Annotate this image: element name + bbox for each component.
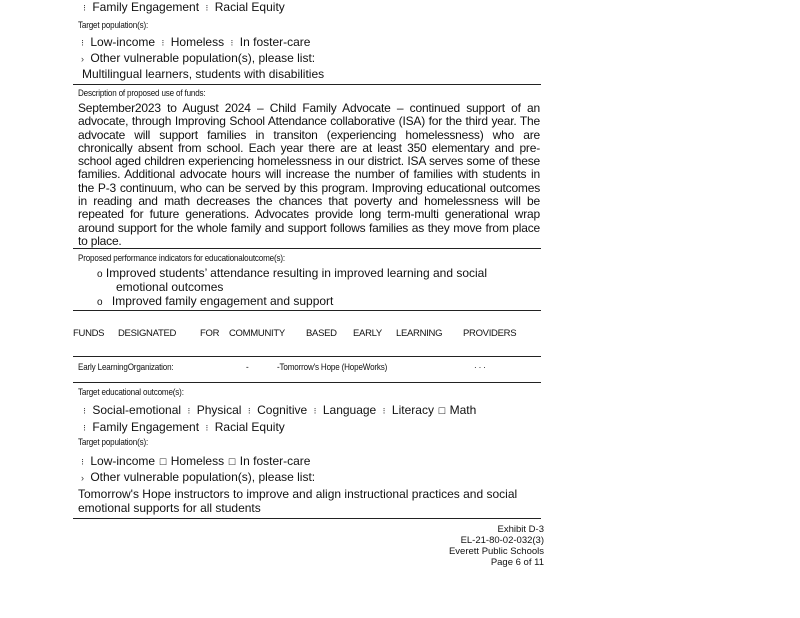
checkbox-icon: ⁝ — [83, 423, 86, 433]
checkbox-icon: ⁝ — [83, 3, 86, 13]
checkbox-icon: ☐ — [158, 457, 167, 467]
other-population-row — [78, 470, 315, 484]
population-row — [78, 454, 310, 468]
other-population-row — [78, 51, 315, 65]
racial-equity-label: Racial Equity — [214, 420, 285, 434]
racial-equity-label: Racial Equity — [214, 0, 285, 14]
checkbox-icon: ⁝ — [161, 38, 165, 48]
org-ellipsis: · · · — [474, 362, 486, 373]
heading-word: LEARNING — [396, 328, 443, 339]
exhibit-label: Exhibit D-3 — [497, 524, 544, 535]
indicator-2-text: Improved family engagement and support — [111, 294, 334, 308]
checkbox-icon: ⁝ — [187, 406, 191, 416]
divider — [73, 310, 541, 311]
indicator-2 — [97, 294, 333, 308]
org-dash: - — [246, 362, 249, 373]
divider — [73, 84, 541, 85]
heading-word: BASED — [306, 328, 337, 339]
language-label: Language — [322, 403, 377, 417]
checkbox-icon: ⁝ — [205, 3, 209, 13]
family-engagement-label: Family Engagement — [92, 0, 200, 14]
checkbox-icon: ⁝ — [230, 38, 234, 48]
description-text: September2023 to August 2024 – Child Family Advocate – continued support of an advocate, through Improving School Attendance collaborative (ISA) for the third year. The advocate will support families in transiton (experiencing homelessness) who are chronically absent from school. Each year there are at least 350 elementary and pre-school aged children experiencing homelessness in our district. ISA serves some of these families. Additional advocate hours will increase the number of families with students in the P-3 continuum, who can be served by this program. Improving educational outcomes in reading and math decreases the chances that poverty and homelessness will be repeated for future generations. Advocates provide long term-multi generational wrap around support for the whole family and support follows families as they move from place to place. — [78, 101, 540, 248]
heading-word: PROVIDERS — [463, 328, 517, 339]
other-population-value: Multilingual learners, students with disabilities — [82, 67, 325, 81]
literacy-label: Literacy — [391, 403, 434, 417]
focus-row-top — [80, 0, 285, 14]
physical-label: Physical — [196, 403, 242, 417]
population-row — [78, 35, 310, 49]
document-code: EL-21-80-02-032(3) — [460, 535, 544, 546]
checkbox-icon: ⁝ — [382, 406, 386, 416]
math-label: Math — [449, 403, 477, 417]
family-engagement-label: Family Engagement — [92, 420, 200, 434]
social-emotional-label: Social-emotional — [92, 403, 182, 417]
indicators-label: Proposed performance indicators for educationaloutcome(s): — [78, 253, 285, 264]
indicator-1-text: Improved students’ attendance resulting in improved learning and social — [105, 266, 488, 280]
page-number: Page 6 of 11 — [490, 557, 544, 568]
target-population-label: Target population(s): — [78, 20, 149, 31]
indicator-1 — [97, 266, 487, 280]
description-label: Description of proposed use of funds: — [78, 88, 206, 99]
homeless-label: Homeless — [170, 35, 225, 49]
cognitive-label: Cognitive — [257, 403, 308, 417]
foster-care-label: In foster-care — [239, 454, 311, 468]
checkbox-icon: ⁝ — [81, 38, 84, 48]
checkbox-icon: ⁝ — [81, 457, 84, 467]
other-population-value: Tomorrow's Hope instructors to improve and align instructional practices and social — [78, 487, 518, 501]
homeless-label: Homeless — [170, 454, 225, 468]
arrow-bullet-icon: › — [81, 473, 84, 483]
organization-name: Everett Public Schools — [448, 546, 544, 557]
heading-word: COMMUNITY — [229, 328, 285, 339]
org-value: -Tomorrow's Hope (HopeWorks) — [277, 362, 388, 373]
low-income-label: Low-income — [90, 454, 156, 468]
heading-word: FUNDS — [73, 328, 105, 339]
checkbox-icon: ⁝ — [247, 406, 251, 416]
outcome-label: Target educational outcome(s): — [78, 387, 184, 398]
circle-bullet-icon: o — [97, 297, 103, 308]
indicator-1-continued: emotional outcomes — [116, 280, 224, 294]
heading-word: FOR — [200, 328, 220, 339]
arrow-bullet-icon: › — [81, 54, 84, 64]
heading-word: EARLY — [353, 328, 382, 339]
section-heading — [73, 328, 543, 342]
foster-care-label: In foster-care — [239, 35, 311, 49]
outcome-row — [80, 403, 476, 417]
org-label: Early LearningOrganization: — [78, 362, 174, 373]
circle-bullet-icon: o — [97, 269, 103, 280]
checkbox-icon: ⁝ — [83, 406, 86, 416]
heading-word: DESIGNATED — [118, 328, 177, 339]
low-income-label: Low-income — [90, 35, 156, 49]
checkbox-icon: ☐ — [227, 457, 236, 467]
divider — [73, 518, 541, 519]
divider — [73, 356, 541, 357]
divider — [73, 248, 541, 249]
checkbox-icon: ⁝ — [205, 423, 209, 433]
focus-row — [80, 420, 285, 434]
divider — [73, 382, 541, 383]
checkbox-icon: ☐ — [437, 406, 446, 416]
other-population-value-continued: emotional supports for all students — [78, 501, 261, 515]
other-population-label: Other vulnerable population(s), please list: — [90, 51, 316, 65]
other-population-label: Other vulnerable population(s), please list: — [90, 470, 316, 484]
checkbox-icon: ⁝ — [313, 406, 317, 416]
target-population-label: Target population(s): — [78, 437, 149, 448]
